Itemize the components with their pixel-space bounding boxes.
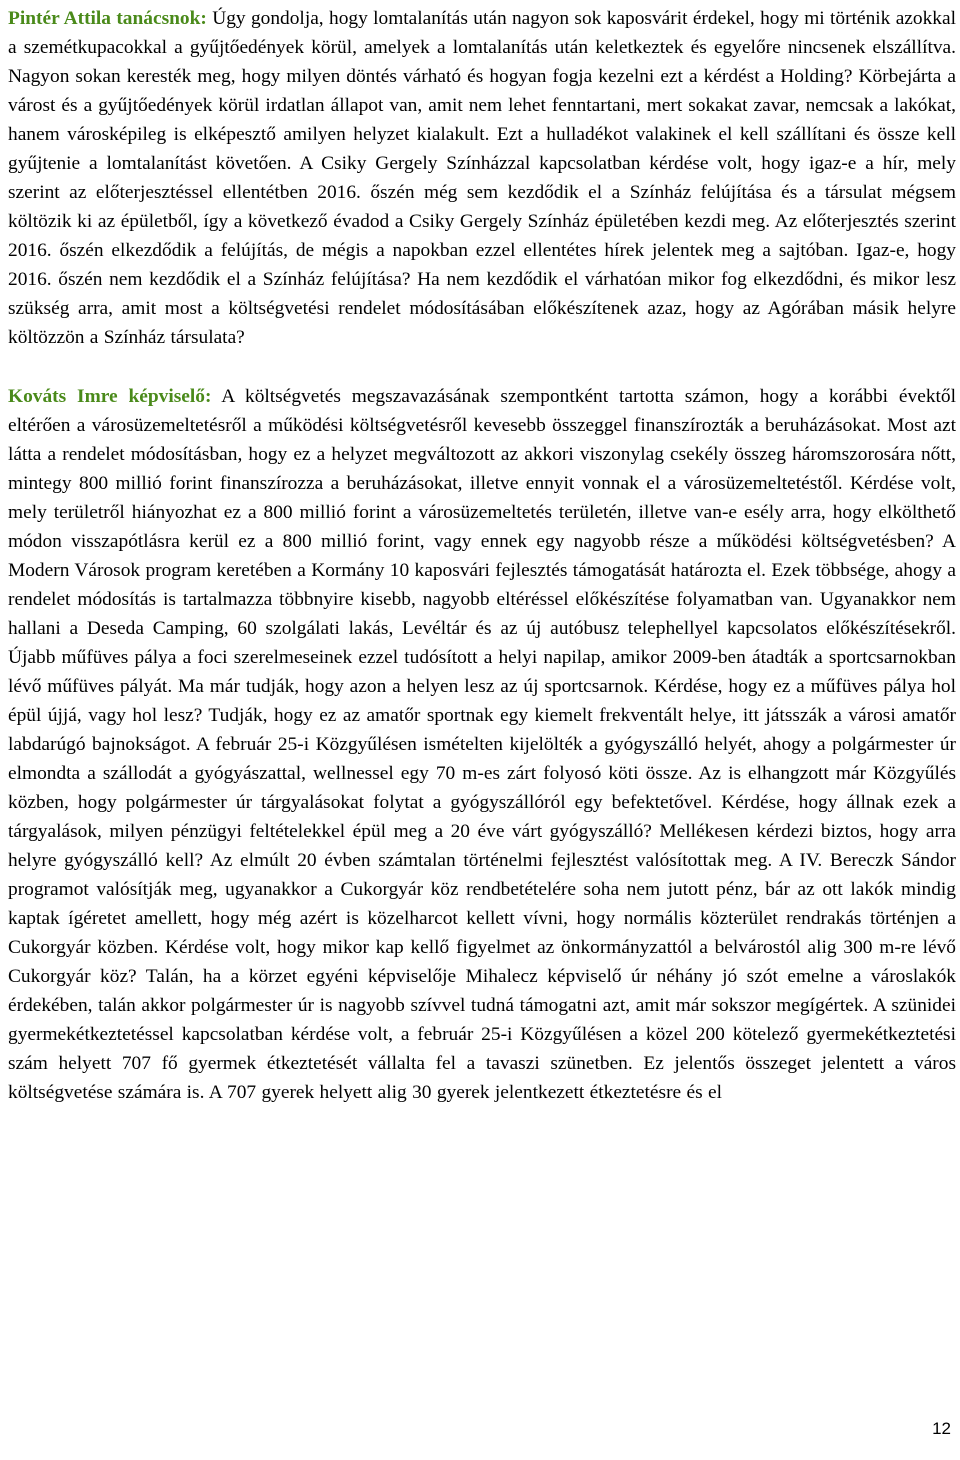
paragraph-kovats [8,382,956,1107]
speaker-name: Pintér Attila tanácsnok: [8,8,207,29]
paragraph-text: A költségvetés megszavazásának szempontként tartotta számon, hogy a korábbi évektől eltérően a városüzemeltetésről a működési költségvetésről kevesebb összeggel finanszírozták a beruházásokat. Most azt látta a rendelet módosításban, hogy ez a helyzet megváltozott az akkori viszonylag csekély összeg háromszorosára nőtt, mintegy 800 millió forint finanszírozza a beruházásokat, illetve ennyit vonnak el a városüzemeltetéstől. Kérdése volt, mely területről hiányozhat ez a 800 millió forint a városüzemeltetés területén, illetve van-e esély arra, hogy elkölthető módon visszapótlásra kerül ez a 800 millió forint, vagy ennek egy nagyobb része a működési költségvetésben? A Modern Városok program keretében a Kormány 10 kaposvári fejlesztés támogatását határozta el. Ezek többsége, ahogy a rendelet módosítás is tartalmazza többnyire kisebb, nagyobb eltéréssel előkészítése folyamatban van. Ugyanakkor nem hallani a Deseda Camping, 60 szolgálati lakás, Levéltár és az új autóbusz telephellyel kapcsolatos előkészítésekről. Újabb műfüves pálya a foci szerelmeseinek ezzel tudósított a helyi napilap, amikor 2009-ben átadták a sportcsarnokban lévő műfüves pályát. Ma már tudják, hogy azon a helyen lesz az új sportcsarnok. Kérdése, hogy ez a műfüves pálya hol épül újjá, vagy hol lesz? Tudják, hogy ez az amatőr sportnak egy kiemelt frekventált helye, itt játsszák a városi amatőr labdarúgó bajnokságot. A február 25-i Közgyűlésen ismételten kijelölték a gyógyszálló helyét, ahogy a polgármester úr elmondta a szállodát a gyógyászattal, wellnessel egy 70 m-es zárt folyosó köti össze. Az is elhangzott már Közgyűlés közben, hogy polgármester úr tárgyalásokat folytat a gyógyszállóról egy befektetővel. Kérdése, hogy állnak ezek a tárgyalások, milyen pénzügyi feltételekkel épül meg a 20 éve várt gyógyszálló? Mellékesen kérdezi biztos, hogy arra helyre gyógyszálló kell? Az elmúlt 20 évben számtalan történelmi fejlesztést valósítottak meg. A IV. Bereczk Sándor programot valósítják meg, ugyanakkor a Cukorgyár köz rendbetételére soha nem jutott pénz, bár az ott lakók mindig kaptak ígéretet amellett, hogy még azért is közelharcot kellett vívni, hogy normális közterület rendrakás történjen a Cukorgyár közben. Kérdése volt, hogy mikor kap kellő figyelmet az önkormányzattól a belvárostól alig 300 m-re lévő Cukorgyár köz? Talán, ha a körzet egyéni képviselője Mihalecz képviselő úr néhány jó szót emelne a városlakók érdekében, talán akkor polgármester úr is nagyobb szívvel tudná támogatni azt, amit már sokszor megígértek. A szünidei gyermekétkeztetéssel kapcsolatban kérdése volt, a február 25-i Közgyűlésen a közel 200 kötelező gyermekétkeztetési szám helyett 707 fő gyermek étkeztetését vállalta fel a tavaszi szünetben. Ez jelentős összeget jelentett a város költségvetése számára is. A 707 gyerek helyett alig 30 gyerek jelentkezett étkeztetésre és el [8,386,956,1103]
paragraph-pinter [8,4,956,352]
paragraph-text: Úgy gondolja, hogy lomtalanítás után nagyon sok kaposvárit érdekel, hogy mi történik azokkal a szemétkupacokkal a gyűjtőedények körül, amelyek a lomtalanítás után keletkeztek és egyelőre nincsenek elszállítva. Nagyon sokan keresték meg, hogy milyen döntés várható és hogyan fogja kezelni ezt a kérdést a Holding? Körbejárta a várost és a gyűjtőedények körül irdatlan állapot van, amit nem lehet fenntartani, mert sokakat zavar, nemcsak a lakókat, hanem városképileg is elképesztő amilyen helyzet kialakult. Ezt a hulladékot valakinek el kell szállítani és össze kell gyűjtenie a lomtalanítást követően. A Csiky Gergely Színházzal kapcsolatban kérdése volt, hogy igaz-e a hír, mely szerint az előterjesztéssel ellentétben 2016. őszén még sem kezdődik el a Színház felújítása és a társulat mégsem költözik ki az épületből, így a következő évadod a Csiky Gergely Színház épületében kezdi meg. Az előterjesztés szerint 2016. őszén elkezdődik a felújítás, de mégis a napokban ezzel ellentétes hírek jelentek meg a sajtóban. Igaz-e, hogy 2016. őszén nem kezdődik el a Színház felújítása? Ha nem kezdődik el várhatóan mikor fog elkezdődni, és mikor lesz szükség arra, amit most a költségvetési rendelet módosításában előkészítenek azaz, hogy az Agórában másik helyre költözzön a Színház társulata? [8,8,956,348]
speaker-name: Kováts Imre képviselő: [8,386,212,407]
document-page [8,4,956,1107]
page-number: 12 [932,1419,951,1438]
